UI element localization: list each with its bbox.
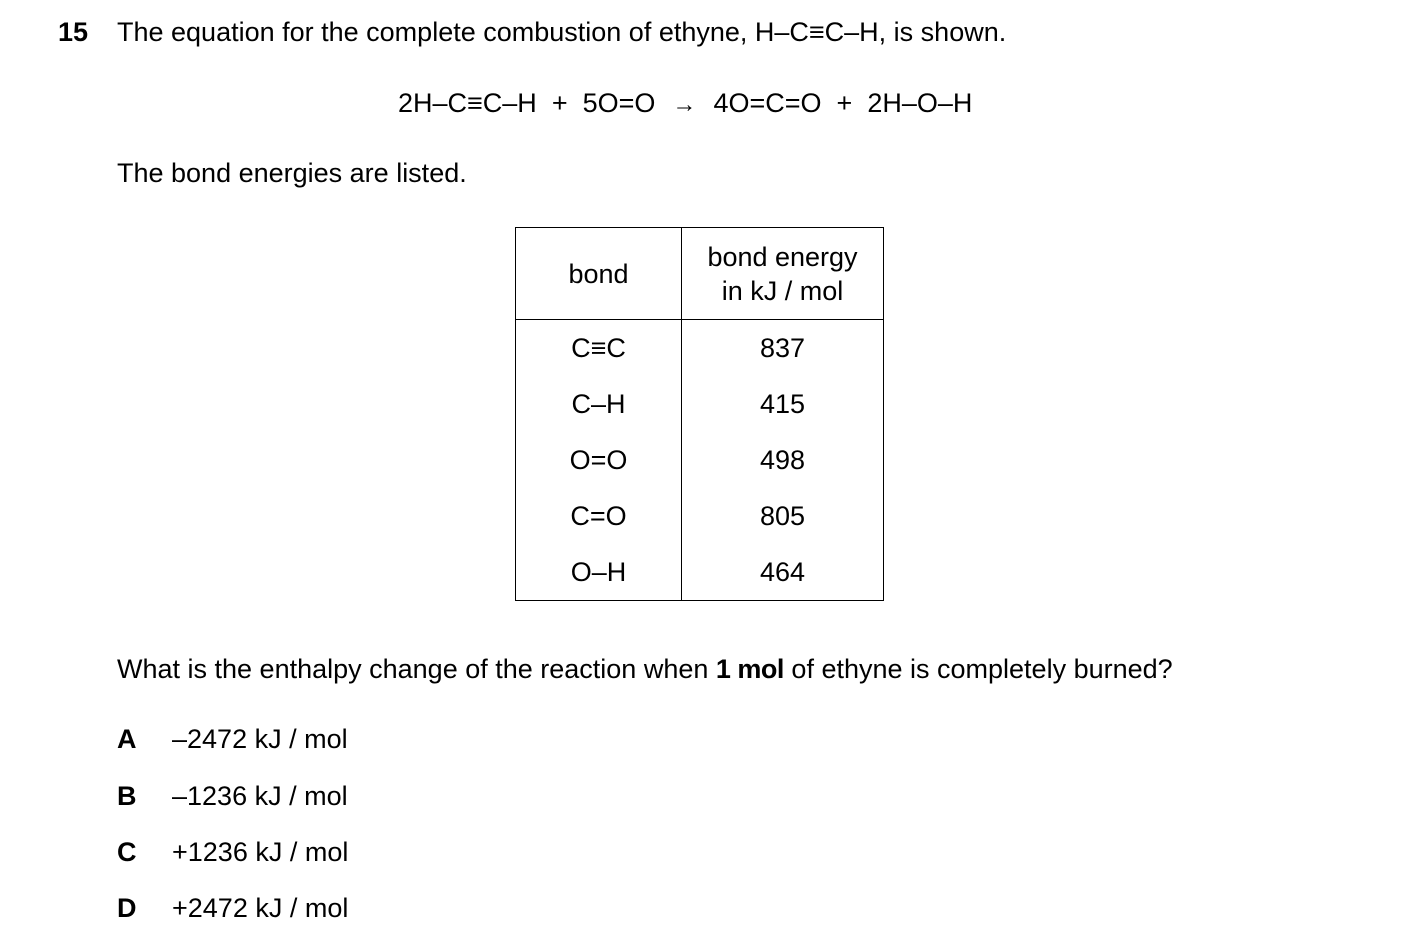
table-row <box>516 320 884 377</box>
option-letter: A <box>117 724 137 754</box>
table-row <box>516 432 884 488</box>
combustion-equation <box>398 85 972 123</box>
question-prompt <box>117 651 1173 687</box>
header-energy-line1: bond energy <box>707 241 858 272</box>
equation-plus-2: + <box>836 88 853 118</box>
option-a[interactable] <box>117 721 348 757</box>
header-energy-line2: in kJ / mol <box>721 275 844 306</box>
bond-cell: C–H <box>516 376 682 432</box>
table-header-row <box>516 228 884 320</box>
option-text: +2472 kJ / mol <box>172 893 349 923</box>
option-letter: B <box>117 781 137 811</box>
option-letter: C <box>117 837 137 867</box>
equation-arrow: → <box>672 91 697 118</box>
header-bond-label: bond <box>568 258 629 289</box>
option-text: +1236 kJ / mol <box>172 837 349 867</box>
equation-reactant-oxygen: 5O=O <box>582 88 656 118</box>
equation-plus-1: + <box>551 88 568 118</box>
energy-cell: 837 <box>682 320 884 377</box>
bond-cell: O–H <box>516 544 682 601</box>
option-text: –1236 kJ / mol <box>172 781 348 811</box>
option-text: –2472 kJ / mol <box>172 724 348 754</box>
equation-product-water: 2H–O–H <box>867 88 973 118</box>
equation-product-co2: 4O=C=O <box>713 88 822 118</box>
table-row <box>516 544 884 601</box>
option-c[interactable] <box>117 834 348 870</box>
prompt-text-after: of ethyne is completely burned? <box>783 654 1173 684</box>
energy-cell: 464 <box>682 544 884 601</box>
bond-cell: C≡C <box>516 320 682 377</box>
energy-cell: 805 <box>682 488 884 544</box>
table-row <box>516 488 884 544</box>
question-intro: The equation for the complete combustion of ethyne, H–C≡C–H, is shown. <box>117 17 1007 47</box>
bond-energies-intro: The bond energies are listed. <box>117 158 467 188</box>
header-bond-energy <box>682 228 884 320</box>
bond-energy-table <box>515 227 884 601</box>
energy-cell: 415 <box>682 376 884 432</box>
bond-cell: C=O <box>516 488 682 544</box>
header-bond <box>516 228 682 320</box>
equation-reactant-ethyne: 2H–C≡C–H <box>398 88 537 118</box>
prompt-amount: 1 mol <box>715 654 784 684</box>
option-d[interactable] <box>117 890 348 926</box>
table-row <box>516 376 884 432</box>
option-b[interactable] <box>117 778 348 814</box>
prompt-text-before: What is the enthalpy change of the reaction when <box>117 654 716 684</box>
bond-cell: O=O <box>516 432 682 488</box>
option-letter: D <box>117 893 137 923</box>
energy-cell: 498 <box>682 432 884 488</box>
question-number: 15 <box>58 17 89 47</box>
